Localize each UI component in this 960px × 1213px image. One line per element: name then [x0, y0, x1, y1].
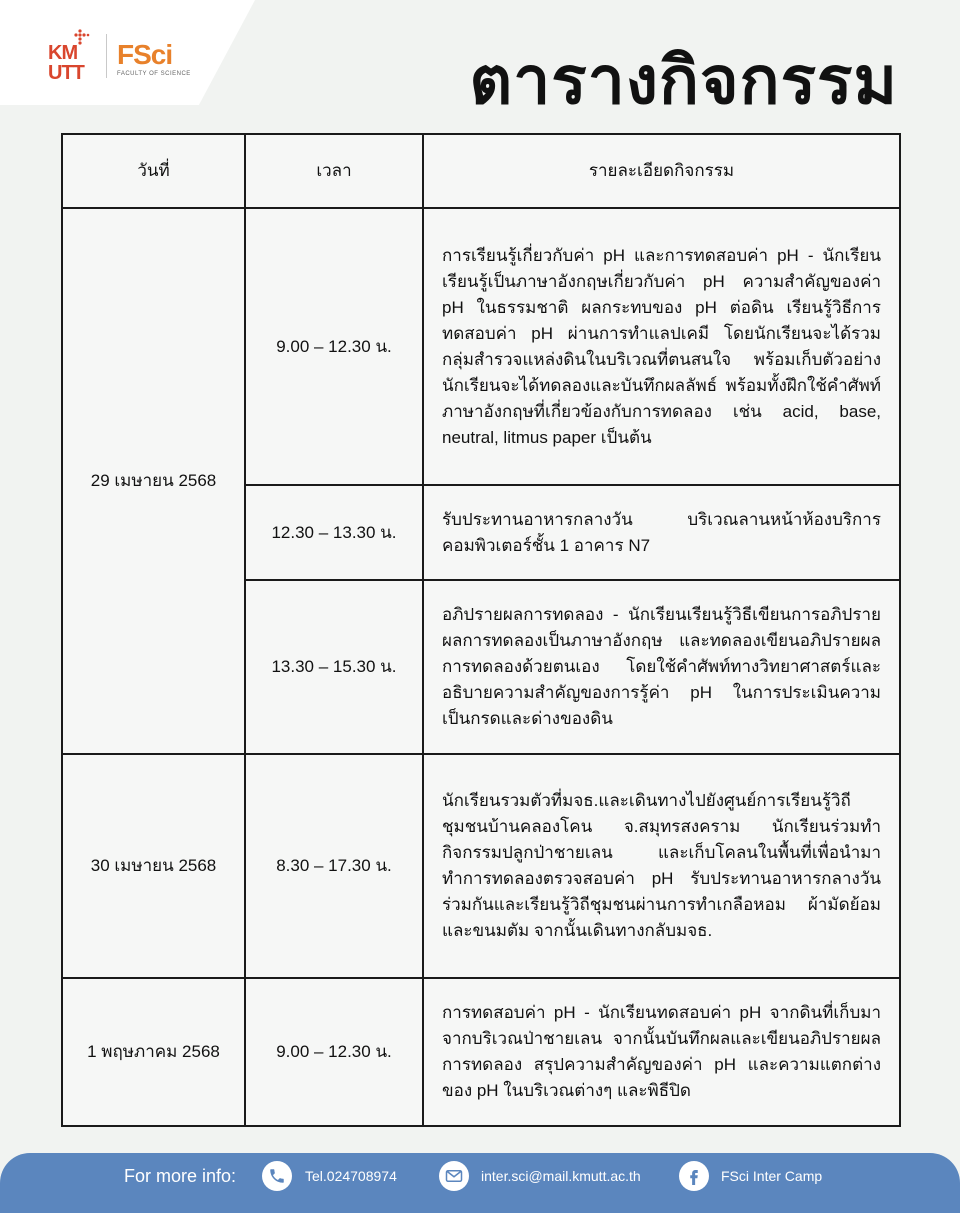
table-row — [62, 208, 900, 485]
footer-bar — [0, 1153, 960, 1213]
fsci-logo-text: FSci — [117, 39, 173, 70]
table-row — [62, 754, 900, 978]
footer-label: For more info: — [124, 1166, 237, 1186]
time-cell: 12.30 – 13.30 น. — [245, 485, 423, 580]
date-cell: 1 พฤษภาคม 2568 — [62, 978, 245, 1126]
time-cell: 9.00 – 12.30 น. — [245, 208, 423, 485]
detail-cell: อภิปรายผลการทดลอง - นักเรียนเรียนรู้วิธีเขียนการอภิปรายผลการทดลองเป็นภาษาอังกฤษ และทดลองเขียนอภิปรายผลการทดลองด้วยตนเอง โดยใช้คำศัพท์ทางวิทยาศาสตร์และอธิบายความสำคัญของการรู้ค่า pH ในการประเมินความเป็นกรดและด่างของดิน — [423, 580, 900, 754]
fsci-logo — [117, 29, 197, 83]
table-header-row — [62, 134, 900, 208]
logo-divider — [106, 34, 107, 78]
time-cell: 8.30 – 17.30 น. — [245, 754, 423, 978]
page-title: ตารางกิจกรรม — [469, 43, 898, 117]
header-detail: รายละเอียดกิจกรรม — [423, 134, 900, 208]
detail-cell: การทดสอบค่า pH - นักเรียนทดสอบค่า pH จากดินที่เก็บมาจากบริเวณป่าชายเลน จากนั้นบันทึกผลและเขียนอภิปรายผลการทดลอง สรุปความสำคัญของค่า pH และความแตกต่างของ pH ในบริเวณต่างๆ และพิธีปิด — [423, 978, 900, 1126]
footer-facebook[interactable]: FSci Inter Camp — [721, 1168, 823, 1184]
phone-icon[interactable] — [262, 1161, 292, 1191]
mail-icon[interactable] — [439, 1161, 469, 1191]
header-time: เวลา — [245, 134, 423, 208]
facebook-icon[interactable] — [679, 1161, 709, 1191]
kmutt-logo-text-top: KM — [48, 42, 78, 64]
header-date: วันที่ — [62, 134, 245, 208]
detail-cell: การเรียนรู้เกี่ยวกับค่า pH และการทดสอบค่า pH - นักเรียนเรียนรู้เป็นภาษาอังกฤษเกี่ยวกับค่า pH ความสำคัญของค่า pH ในธรรมชาติ ผลกระทบของ pH ต่อดิน เรียนรู้วิธีการทดสอบค่า pH ผ่านการทำแลปเคมี โดยนักเรียนจะได้รวมกลุ่มสำรวจแหล่งดินในบริเวณที่ตนสนใจ พร้อมเก็บตัวอย่าง นักเรียนจะได้ทดลองและบันทึกผลลัพธ์ พร้อมทั้งฝึกใช้คำศัพท์ภาษาอังกฤษที่เกี่ยวข้องกับการทดลอง เช่น acid, base, neutral, litmus paper เป็นต้น — [423, 208, 900, 485]
footer-phone[interactable]: Tel.024708974 — [305, 1168, 397, 1184]
fsci-logo-subtitle: FACULTY OF SCIENCE — [117, 71, 191, 77]
schedule-table — [61, 133, 901, 1127]
kmutt-logo — [46, 29, 100, 83]
table-row — [62, 978, 900, 1126]
logo-group — [46, 28, 197, 84]
kmutt-logo-text-bottom: UTT — [48, 62, 84, 84]
time-cell: 9.00 – 12.30 น. — [245, 978, 423, 1126]
detail-cell: รับประทานอาหารกลางวัน บริเวณลานหน้าห้องบริการคอมพิวเตอร์ชั้น 1 อาคาร N7 — [423, 485, 900, 580]
detail-cell: นักเรียนรวมตัวที่มจธ.และเดินทางไปยังศูนย์การเรียนรู้วิถีชุมชนบ้านคลองโคน จ.สมุทรสงคราม นักเรียนร่วมทำกิจกรรมปลูกป่าชายเลน และเก็บโคลนในพื้นที่เพื่อนำมาทำการทดลองตรวจสอบค่า pH รับประทานอาหารกลางวันร่วมกันและเรียนรู้วิถีชุมชนผ่านการทำเกลือหอม ผ้ามัดย้อมและขนมตัม จากนั้นเดินทางกลับมจธ. — [423, 754, 900, 978]
time-cell: 13.30 – 15.30 น. — [245, 580, 423, 754]
date-cell: 30 เมษายน 2568 — [62, 754, 245, 978]
date-cell: 29 เมษายน 2568 — [62, 208, 245, 754]
footer-email[interactable]: inter.sci@mail.kmutt.ac.th — [481, 1168, 641, 1184]
